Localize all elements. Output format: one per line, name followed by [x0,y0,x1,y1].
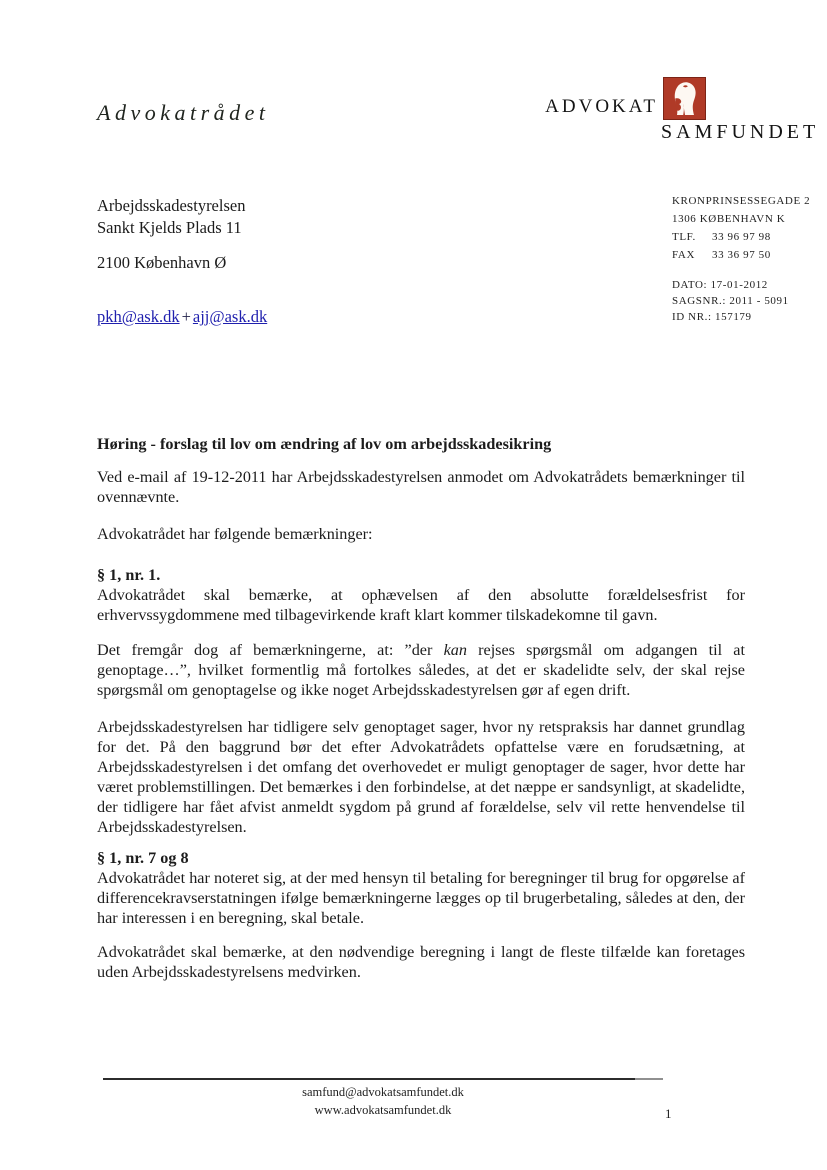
section-2-paragraph-1: Advokatrådet har noteret sig, at der med hensyn til betaling for beregninger til brug for opgørelse af differencekravserstatningen ifølge bemærkningerne lægges op til brugerbetaling, således at den, der har interessen i en beregning, skal betale. [97,869,745,927]
date-row [672,277,789,293]
email-separator: + [181,307,191,326]
letter-body [97,434,745,982]
section-2-paragraph-2: Advokatrådet skal bemærke, at den nødvendige beregning i langt de fleste tilfælde kan foretages uden Arbejdsskadestyrelsens medvirken. [97,943,745,981]
case-row [672,293,789,309]
sender-address-line2: 1306 KØBENHAVN K [672,213,786,225]
case-value: 2011 - 5091 [729,295,789,307]
section-1-paragraph-1: Advokatrådet skal bemærke, at ophævelsen af den absolutte forældelsesfrist for erhvervssygdommene med tilbagevirkende kraft klart kommer tilskadekomne til gavn. [97,586,745,624]
footer-divider [103,1078,663,1080]
email-link-ajj[interactable]: ajj@ask.dk [192,307,268,326]
logo-text-advokat: ADVOKAT [545,96,658,117]
quote-post: rejses spørgsmål om adgangen til at genoptage…”, hvilket formentlig må fortolkes således, at det er skadelidte selv, der skal rejse spørgsmål om genoptagelse og ikke noget Arbejdsskadestyrelsen gør af egen drift. [97,641,745,699]
sender-case-block [672,277,789,325]
id-row [672,309,789,325]
recipient-emails [97,307,267,327]
logo-text-samfundet: SAMFUNDET [661,121,820,143]
section-1-heading: § 1, nr. 1. [97,566,161,584]
date-label: DATO: [672,279,708,291]
sender-contact-block [672,192,810,264]
recipient-city: 2100 København Ø [97,253,227,272]
date-value: 17-01-2012 [710,279,768,291]
advokatsamfundet-logo-icon [663,77,706,120]
page-number: 1 [665,1106,672,1121]
intro-paragraph-1: Ved e-mail af 19-12-2011 har Arbejdsskadestyrelsen anmodet om Advokatrådets bemærkninger til ovennævnte. [97,468,745,506]
section-1-paragraph-2 [97,640,745,700]
recipient-name: Arbejdsskadestyrelsen [97,196,246,215]
id-value: 157179 [715,311,752,323]
case-label: SAGSNR.: [672,295,727,307]
recipient-street: Sankt Kjelds Plads 11 [97,218,242,237]
email-link-pkh[interactable]: pkh@ask.dk [97,307,180,326]
footer-contact [103,1083,663,1119]
sender-fax-row [672,246,810,264]
sender-address-line1: KRONPRINSESSEGADE 2 [672,195,811,207]
id-label: ID NR.: [672,311,712,323]
footer-email: samfund@advokatsamfundet.dk [302,1085,464,1099]
footer-website: www.advokatsamfundet.dk [314,1103,452,1117]
fax-label: FAX [672,249,695,261]
section-1-paragraph-3: Arbejdsskadestyrelsen har tidligere selv genoptaget sager, hvor ny retspraksis har dannet grundlag for det. På den baggrund bør det efter Advokatrådets opfattelse være en forudsætning, at Arbejdsskadestyrelsen i det omfang det overhovedet er muligt genoptager de sager, hvor dette har været problemstillingen. Det bemærkes i den forbindelse, at det næppe er sandsynligt, at skadelidte, der tidligere har fået afvist anmeldt sygdom på grund af forældelse, selv vil rette henvendelse til Arbejdsskadestyrelsen. [97,718,745,836]
quote-italic-word: kan [443,641,467,659]
subject-line: Høring - forslag til lov om ændring af lov om arbejdsskadesikring [97,435,552,453]
intro-paragraph-2: Advokatrådet har følgende bemærkninger: [97,525,373,543]
phone-value: 33 96 97 98 [712,231,771,243]
section-2-heading: § 1, nr. 7 og 8 [97,849,189,867]
fax-value: 33 36 97 50 [712,249,771,261]
brand-wordmark: Advokatrådet [97,100,270,125]
sender-phone-row [672,228,810,246]
quote-pre: Det fremgår dog af bemærkningerne, at: ”der [97,641,444,659]
phone-label: TLF. [672,231,696,243]
